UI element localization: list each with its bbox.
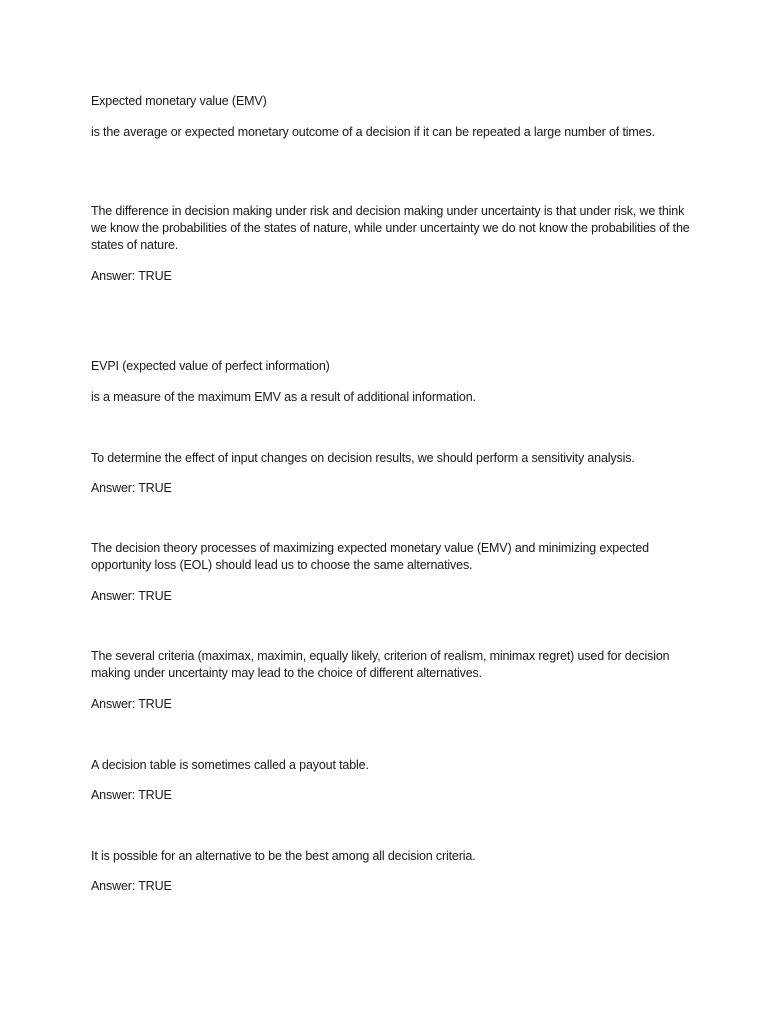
question-2-answer: Answer: TRUE [91,481,172,495]
question-6-text: It is possible for an alternative to be the best among all decision criteria. [91,849,476,863]
emv-definition: is the average or expected monetary outcome of a decision if it can be repeated a large number of times. [91,125,655,139]
evpi-heading: EVPI (expected value of perfect information) [91,359,330,373]
question-1-answer: Answer: TRUE [91,269,172,283]
emv-heading: Expected monetary value (EMV) [91,94,267,108]
question-3-answer: Answer: TRUE [91,589,172,603]
question-5-answer: Answer: TRUE [91,788,172,802]
question-2-text: To determine the effect of input changes on decision results, we should perform a sensitivity analysis. [91,451,635,465]
question-4-text: The several criteria (maximax, maximin, equally likely, criterion of realism, minimax regret) used for decision making under uncertainty may lead to the choice of different alternatives. [91,649,670,680]
question-6-answer: Answer: TRUE [91,879,172,893]
question-5-text: A decision table is sometimes called a payout table. [91,758,369,772]
evpi-definition: is a measure of the maximum EMV as a result of additional information. [91,390,476,404]
question-4-answer: Answer: TRUE [91,697,172,711]
question-3-text: The decision theory processes of maximizing expected monetary value (EMV) and minimizing expected opportunity loss (EOL) should lead us to choose the same alternatives. [91,541,649,572]
question-1-text: The difference in decision making under risk and decision making under uncertainty is that under risk, we think we know the probabilities of the states of nature, while under uncertainty we do not know the probabilities of the states of nature. [91,204,690,252]
